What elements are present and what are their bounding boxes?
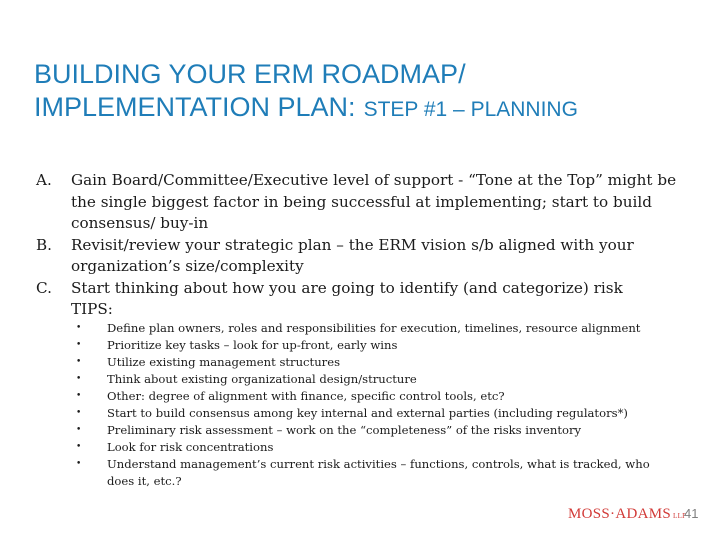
tip-text: Define plan owners, roles and responsibilities for execution, timelines, resource alignment [107,321,641,335]
list-item-text: Revisit/review your strategic plan – the ERM vision s/b aligned with your organization’s size/complexity [71,235,634,275]
page-number: 41 [684,506,699,521]
moss-adams-logo [568,506,687,524]
title-line-2-step: STEP #1 – PLANNING [363,98,578,121]
tip-text: Utilize existing management structures [107,355,341,369]
main-list [36,170,696,321]
tip-text: Think about existing organizational design/structure [107,372,417,386]
logo-text: MOSS·ADAMS [568,506,672,522]
tip-text: Prioritize key tasks – look for up-front, early wins [107,338,398,352]
tip-item [76,337,676,354]
bullet-icon: • [76,340,82,350]
tip-text: Other: degree of alignment with finance, specific control tools, etc? [107,389,505,403]
bullet-icon: • [76,323,82,333]
tips-list [76,320,676,490]
bullet-icon: • [76,442,82,452]
slide-title [34,58,704,126]
tip-text: Start to build consensus among key internal and external parties (including regulators*) [107,406,628,420]
list-marker: B. [36,235,52,254]
bullet-icon: • [76,374,82,384]
logo-suffix: LLP [673,512,687,520]
list-item-text: Gain Board/Committee/Executive level of support - “Tone at the Top” might be the single biggest factor in being successful at implementing; start to build consensus/ buy-in [71,171,677,232]
title-line-2 [34,91,704,126]
tip-item [76,354,676,371]
tips-label: TIPS: [71,300,113,318]
tip-item [76,371,676,388]
tip-item [76,456,676,490]
tip-item [76,405,676,422]
tip-text: Understand management’s current risk activities – functions, controls, what is tracked, who does it, etc.? [107,457,650,488]
list-marker: A. [36,171,52,189]
tip-item [76,422,676,439]
list-item-text: Start thinking about how you are going to identify (and categorize) risk [71,278,623,297]
tip-text: Look for risk concentrations [107,440,274,454]
list-item-c [36,278,696,300]
tip-item [76,320,676,337]
list-marker: C. [36,278,52,297]
title-line-2-main: IMPLEMENTATION PLAN: [34,92,356,122]
tip-item [76,388,676,405]
bullet-icon: • [76,357,82,367]
list-item-a [36,170,696,235]
title-line-1: BUILDING YOUR ERM ROADMAP/ [34,59,466,89]
bullet-icon: • [76,408,82,418]
tip-text: Preliminary risk assessment – work on the “completeness” of the risks inventory [107,423,582,437]
bullet-icon: • [76,391,82,401]
bullet-icon: • [76,425,82,435]
list-item-b [36,235,696,278]
bullet-icon: • [76,459,82,469]
tip-item [76,439,676,456]
